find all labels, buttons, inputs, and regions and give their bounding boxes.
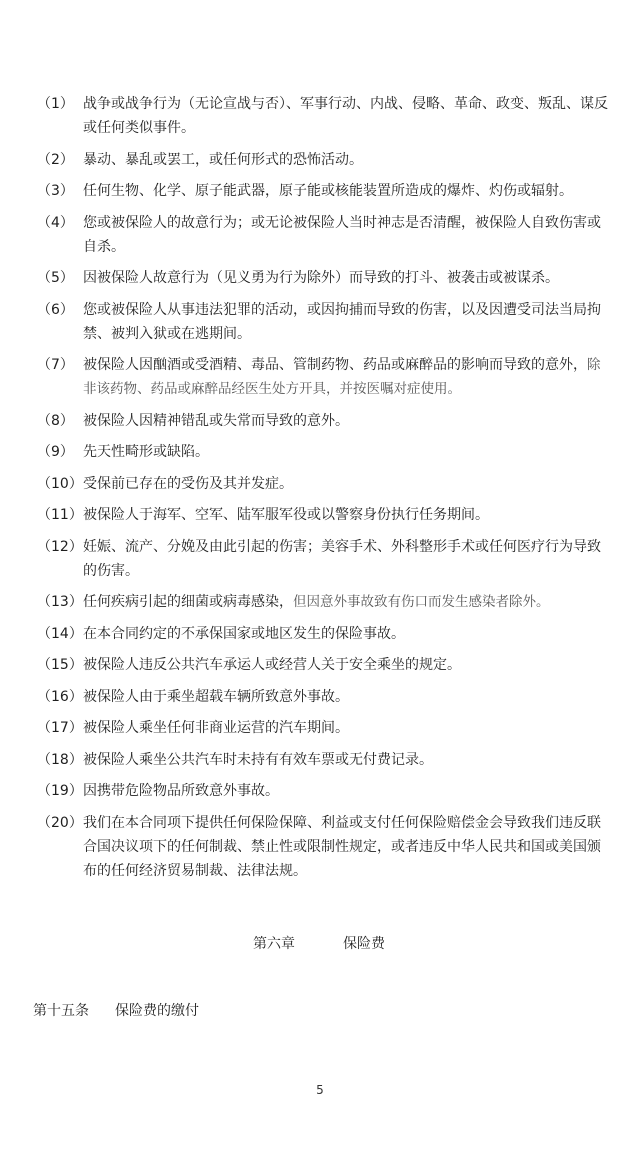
article-heading	[33, 1000, 199, 1020]
exclusion-item	[37, 685, 612, 709]
exclusion-text	[83, 440, 612, 464]
exclusion-item	[37, 179, 612, 203]
exclusion-note: 但因意外事故致有伤口而发生感染者除外。	[293, 594, 550, 610]
exclusion-list	[37, 92, 612, 890]
exclusion-main-text: 战争或战争行为（无论宣战与否）、军事行动、内战、侵略、革命、政变、叛乱、谋反或任何类似事件。	[83, 96, 608, 136]
exclusion-number: （8）	[37, 412, 74, 429]
exclusion-number: （11）	[37, 507, 83, 523]
exclusion-item	[37, 503, 612, 527]
exclusion-text	[83, 748, 612, 772]
article-number: 第十五条	[33, 1003, 89, 1019]
exclusion-item	[37, 353, 612, 401]
exclusion-item	[37, 266, 612, 290]
exclusion-text	[83, 266, 612, 290]
exclusion-main-text: 被保险人因酗酒或受酒精、毒品、管制药物、药品或麻醉品的影响而导致的意外，	[83, 357, 587, 373]
exclusion-item	[37, 535, 612, 583]
exclusion-text	[83, 92, 612, 140]
exclusion-number: （16）	[37, 688, 83, 705]
exclusion-text	[83, 211, 612, 259]
exclusion-text	[83, 148, 612, 172]
exclusion-text	[83, 179, 612, 203]
exclusion-text	[83, 779, 612, 803]
exclusion-text	[83, 503, 612, 527]
exclusion-number: （1）	[37, 96, 74, 112]
exclusion-number: （15）	[37, 657, 83, 673]
exclusion-text	[83, 590, 612, 614]
exclusion-text	[83, 811, 612, 883]
exclusion-main-text: 先天性畸形或缺陷。	[83, 444, 209, 460]
exclusion-item	[37, 409, 612, 433]
exclusion-item	[37, 298, 612, 346]
exclusion-number: （7）	[37, 357, 74, 373]
exclusion-main-text: 被保险人由于乘坐超载车辆所致意外事故。	[83, 688, 349, 705]
exclusion-text	[83, 716, 612, 740]
exclusion-item	[37, 148, 612, 172]
exclusion-number: （18）	[37, 751, 83, 768]
chapter-title: 保险费	[343, 936, 385, 952]
exclusion-item	[37, 440, 612, 464]
exclusion-item	[37, 779, 612, 803]
exclusion-main-text: 任何疾病引起的细菌或病毒感染，	[83, 594, 293, 610]
exclusion-main-text: 被保险人违反公共汽车承运人或经营人关于安全乘坐的规定。	[83, 657, 461, 673]
exclusion-item	[37, 590, 612, 614]
exclusion-item	[37, 811, 612, 883]
exclusion-main-text: 任何生物、化学、原子能武器，原子能或核能装置所造成的爆炸、灼伤或辐射。	[83, 183, 573, 199]
exclusion-number: （9）	[37, 444, 74, 460]
exclusion-number: （6）	[37, 301, 74, 318]
exclusion-text	[83, 622, 612, 646]
exclusion-main-text: 因携带危险物品所致意外事故。	[83, 783, 279, 799]
exclusion-main-text: 因被保险人故意行为（见义勇为行为除外）而导致的打斗、被袭击或被谋杀。	[83, 270, 559, 286]
exclusion-main-text: 受保前已存在的受伤及其并发症。	[83, 475, 293, 492]
page-number: 5	[316, 1083, 324, 1097]
exclusion-text	[83, 472, 612, 496]
exclusion-text	[83, 409, 612, 433]
exclusion-item	[37, 472, 612, 496]
exclusion-main-text: 被保险人于海军、空军、陆军服军役或以警察身份执行任务期间。	[83, 507, 489, 523]
exclusion-main-text: 被保险人乘坐任何非商业运营的汽车期间。	[83, 720, 349, 736]
exclusion-main-text: 妊娠、流产、分娩及由此引起的伤害；美容手术、外科整形手术或任何医疗行为导致的伤害。	[83, 538, 601, 579]
exclusion-number: （2）	[37, 151, 74, 168]
exclusion-number: （4）	[37, 214, 74, 231]
exclusion-text	[83, 653, 612, 677]
exclusion-text	[83, 353, 612, 401]
chapter-number: 第六章	[253, 936, 295, 952]
exclusion-number: （14）	[37, 625, 83, 642]
exclusion-number: （17）	[37, 720, 83, 736]
exclusion-item	[37, 653, 612, 677]
exclusion-main-text: 被保险人乘坐公共汽车时未持有有效车票或无付费记录。	[83, 751, 433, 768]
exclusion-number: （13）	[37, 594, 83, 610]
exclusion-text	[83, 298, 612, 346]
exclusion-main-text: 被保险人因精神错乱或失常而导致的意外。	[83, 412, 349, 429]
exclusion-number: （12）	[37, 538, 83, 555]
exclusion-item	[37, 92, 612, 140]
exclusion-text	[83, 535, 612, 583]
exclusion-item	[37, 716, 612, 740]
exclusion-main-text: 暴动、暴乱或罢工，或任何形式的恐怖活动。	[83, 151, 363, 168]
exclusion-number: （19）	[37, 783, 83, 799]
exclusion-text	[83, 685, 612, 709]
exclusion-main-text: 在本合同约定的不承保国家或地区发生的保险事故。	[83, 625, 405, 642]
exclusion-item	[37, 748, 612, 772]
exclusion-number: （5）	[37, 270, 74, 286]
exclusion-number: （20）	[37, 814, 83, 831]
exclusion-item	[37, 622, 612, 646]
exclusion-note: 除非该药物、药品或麻醉品经医生处方开具，并按医嘱对症使用。	[83, 357, 601, 397]
exclusion-main-text: 您或被保险人从事违法犯罪的活动，或因拘捕而导致的伤害，以及因遭受司法当局拘禁、被判入狱或在逃期间。	[83, 301, 601, 342]
exclusion-item	[37, 211, 612, 259]
article-title: 保险费的缴付	[115, 1003, 199, 1019]
exclusion-main-text: 我们在本合同项下提供任何保险保障、利益或支付任何保险赔偿金会导致我们违反联合国决议项下的任何制裁、禁止性或限制性规定，或者违反中华人民共和国或美国颁布的任何经济贸易制裁、法律法规。	[83, 814, 601, 879]
exclusion-main-text: 您或被保险人的故意行为；或无论被保险人当时神志是否清醒，被保险人自致伤害或自杀。	[83, 214, 601, 255]
exclusion-number: （10）	[37, 475, 83, 492]
exclusion-number: （3）	[37, 183, 74, 199]
